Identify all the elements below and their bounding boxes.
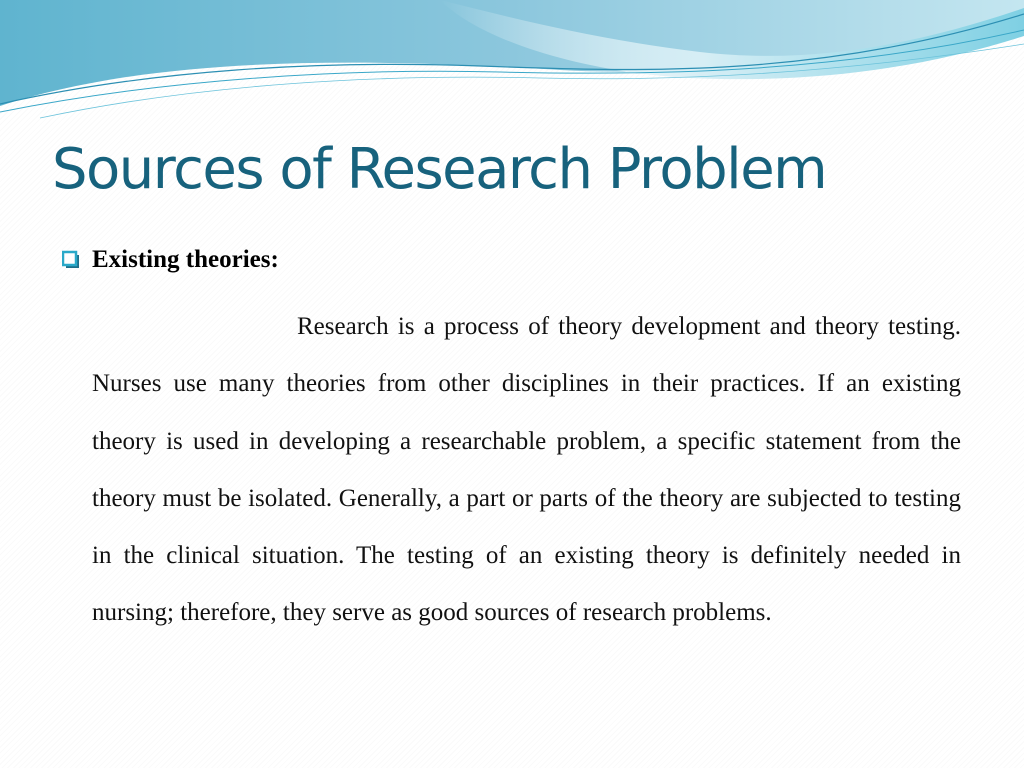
slide-title: Sources of Research Problem [52, 137, 827, 202]
square-bullet-icon [62, 250, 80, 270]
body-paragraph: Research is a process of theory development and theory testing. Nurses use many theories from other disciplines in their practices. If an existing theory is used in developing a researchable problem, a specific statement from the theory must be isolated. Generally, a part or parts of the theory are subjected to testing in the clinical situation. The testing of an existing theory is definitely needed in nursing; therefore, they serve as good sources of research problems. [92, 313, 961, 627]
bullet-heading: Existing theories: [92, 246, 279, 273]
header-wave-decoration [0, 0, 1024, 130]
bullet-item [62, 246, 279, 274]
